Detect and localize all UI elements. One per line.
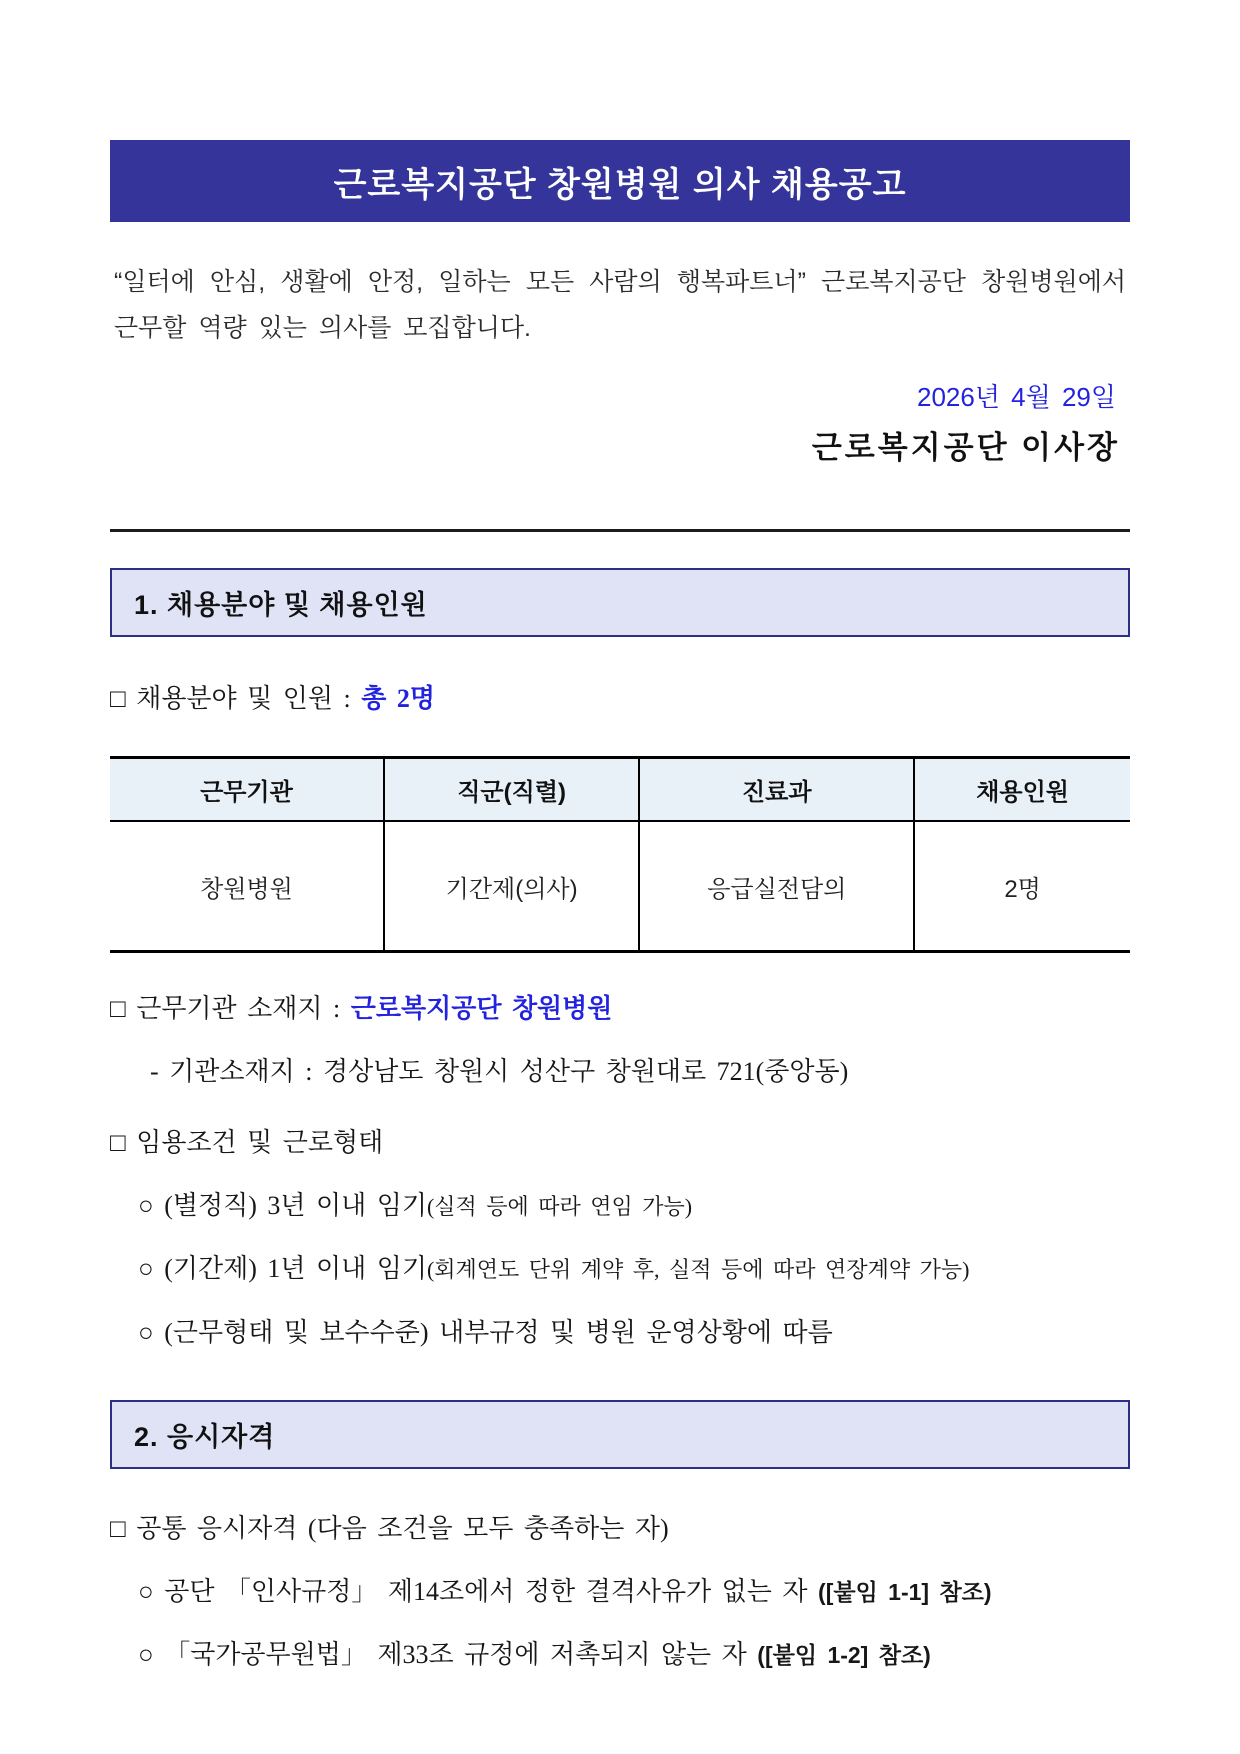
table-header-row bbox=[110, 758, 1130, 822]
employment-item-2-paren: (회계연도 단위 계약 후, 실적 등에 따라 연장계약 가능) bbox=[426, 1257, 970, 1283]
recruit-headcount-value: 총 2명 bbox=[361, 684, 435, 713]
col-header-department: 진료과 bbox=[639, 758, 914, 822]
employment-item-2-text: ○ (기간제) 1년 이내 임기 bbox=[138, 1254, 427, 1284]
eligibility-item-1-text: ○ 공단 「인사규정」 제14조에서 정한 결격사유가 없는 자 bbox=[138, 1576, 819, 1606]
horizontal-divider bbox=[110, 529, 1130, 532]
employment-item-3-text: ○ (근무형태 및 보수수준) 내부규정 및 병원 운영상황에 따름 bbox=[138, 1317, 833, 1347]
eligibility-item-1 bbox=[110, 1574, 1130, 1609]
cell-headcount: 2명 bbox=[914, 821, 1130, 952]
cell-department: 응급실전담의 bbox=[639, 821, 914, 952]
workplace-location-value: 근로복지공단 창원병원 bbox=[350, 994, 613, 1024]
recruit-field-line bbox=[110, 681, 1130, 716]
employment-conditions-heading: □ 임용조건 및 근로형태 bbox=[110, 1128, 384, 1158]
col-header-workplace: 근무기관 bbox=[110, 758, 384, 822]
col-header-jobgroup: 직군(직렬) bbox=[384, 758, 639, 822]
workplace-location-line bbox=[110, 991, 1130, 1026]
eligibility-item-1-ref: ([붙임 1-1] 참조) bbox=[818, 1578, 992, 1605]
eligibility-item-2 bbox=[110, 1637, 1130, 1672]
workplace-location-label: □ 근무기관 소재지 : bbox=[110, 994, 351, 1024]
signer-title: 근로복지공단 이사장 bbox=[811, 430, 1120, 465]
institution-address-line: - 기관소재지 : 경상남도 창원시 성산구 창원대로 721(중앙동) bbox=[150, 1057, 849, 1087]
employment-item-1-paren: (실적 등에 따라 연임 가능) bbox=[426, 1194, 693, 1220]
recruit-table bbox=[110, 756, 1130, 953]
recruit-table-head bbox=[110, 758, 1130, 822]
recruit-table-body bbox=[110, 821, 1130, 952]
section1-heading: 1. 채용분야 및 채용인원 bbox=[110, 568, 1130, 637]
intro-paragraph: “일터에 안심, 생활에 안정, 일하는 모든 사람의 행복파트너” 근로복지공단 창원병원에서 근무할 역량 있는 의사를 모집합니다. bbox=[114, 268, 1126, 342]
table-row bbox=[110, 821, 1130, 952]
cell-jobgroup: 기간제(의사) bbox=[384, 821, 639, 952]
employment-item-1 bbox=[110, 1188, 1130, 1223]
eligibility-item-2-ref: ([붙임 1-2] 참조) bbox=[757, 1641, 931, 1668]
col-header-headcount: 채용인원 bbox=[914, 758, 1130, 822]
eligibility-item-2-text: ○ 「국가공무원법」 제33조 규정에 저촉되지 않는 자 bbox=[138, 1639, 758, 1669]
employment-item-1-text: ○ (별정직) 3년 이내 임기 bbox=[138, 1191, 427, 1221]
recruit-field-label: □ 채용분야 및 인원 : bbox=[110, 684, 362, 713]
title-banner bbox=[110, 140, 1130, 222]
document-title: 근로복지공단 창원병원 의사 채용공고 bbox=[333, 165, 907, 204]
common-eligibility-heading: □ 공통 응시자격 (다음 조건을 모두 충족하는 자) bbox=[110, 1513, 669, 1543]
announcement-date: 2026년 4월 29일 bbox=[916, 382, 1116, 412]
section2-heading: 2. 응시자격 bbox=[110, 1400, 1130, 1469]
cell-workplace: 창원병원 bbox=[110, 821, 384, 952]
employment-item-2 bbox=[110, 1251, 1130, 1286]
employment-item-3 bbox=[110, 1315, 1130, 1350]
